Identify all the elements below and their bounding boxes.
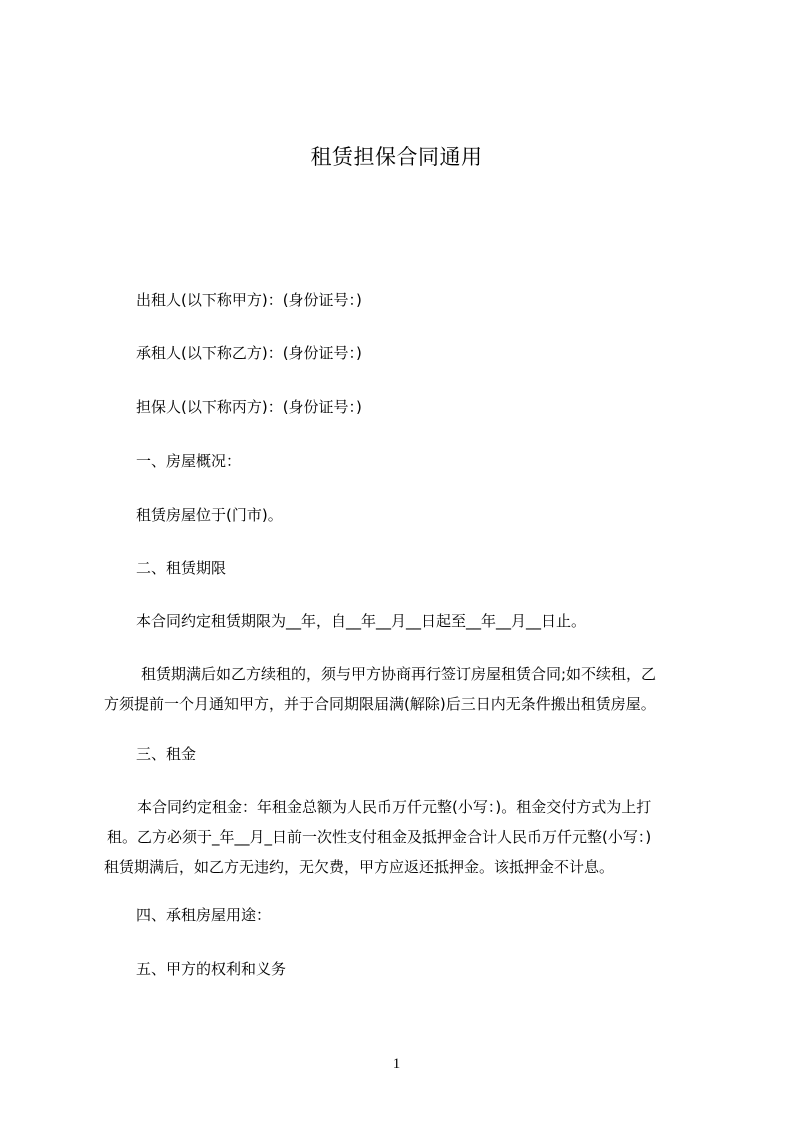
section-1-heading: 一、房屋概况： xyxy=(136,452,242,470)
section-1-text: 租赁房屋位于(门市)。 xyxy=(136,506,283,524)
section-2-heading: 二、租赁期限 xyxy=(136,559,227,577)
section-5-heading: 五、甲方的权利和义务 xyxy=(136,960,287,978)
guarantor-line: 担保人(以下称丙方)：(身份证号：) xyxy=(136,398,362,416)
section-3-heading: 三、租金 xyxy=(136,745,197,763)
lessee-line: 承租人(以下称乙方)：(身份证号：) xyxy=(136,344,362,362)
lessor-line: 出租人(以下称甲方)：(身份证号：) xyxy=(136,291,362,309)
section-2-paragraph-line-2: 方须提前一个月通知甲方，并于合同期限届满(解除)后三日内无条件搬出租赁房屋。 xyxy=(104,695,656,713)
section-3-paragraph-line-2: 租。乙方必须于_年__月_日前一次性支付租金及抵押金合计人民币万仟元整(小写：) xyxy=(107,828,652,846)
section-2-paragraph-line-1: 租赁期满后如乙方续租的，须与甲方协商再行签订房屋租赁合同;如不续租，乙 xyxy=(141,665,657,683)
section-3-paragraph-line-1: 本合同约定租金：年租金总额为人民币万仟元整(小写：)。租金交付方式为上打 xyxy=(137,798,652,816)
section-3-paragraph-line-3: 租赁期满后，如乙方无违约，无欠费，甲方应返还抵押金。该抵押金不计息。 xyxy=(104,858,615,876)
section-3-paragraph xyxy=(104,792,699,882)
section-2-text: 本合同约定租赁期限为__年，自__年__月__日起至__年__月__日止。 xyxy=(136,612,587,630)
document-title: 租赁担保合同通用 xyxy=(310,145,483,169)
section-4-heading: 四、承租房屋用途： xyxy=(136,906,272,924)
section-2-paragraph xyxy=(104,659,699,719)
page-number: 1 xyxy=(392,1056,401,1072)
